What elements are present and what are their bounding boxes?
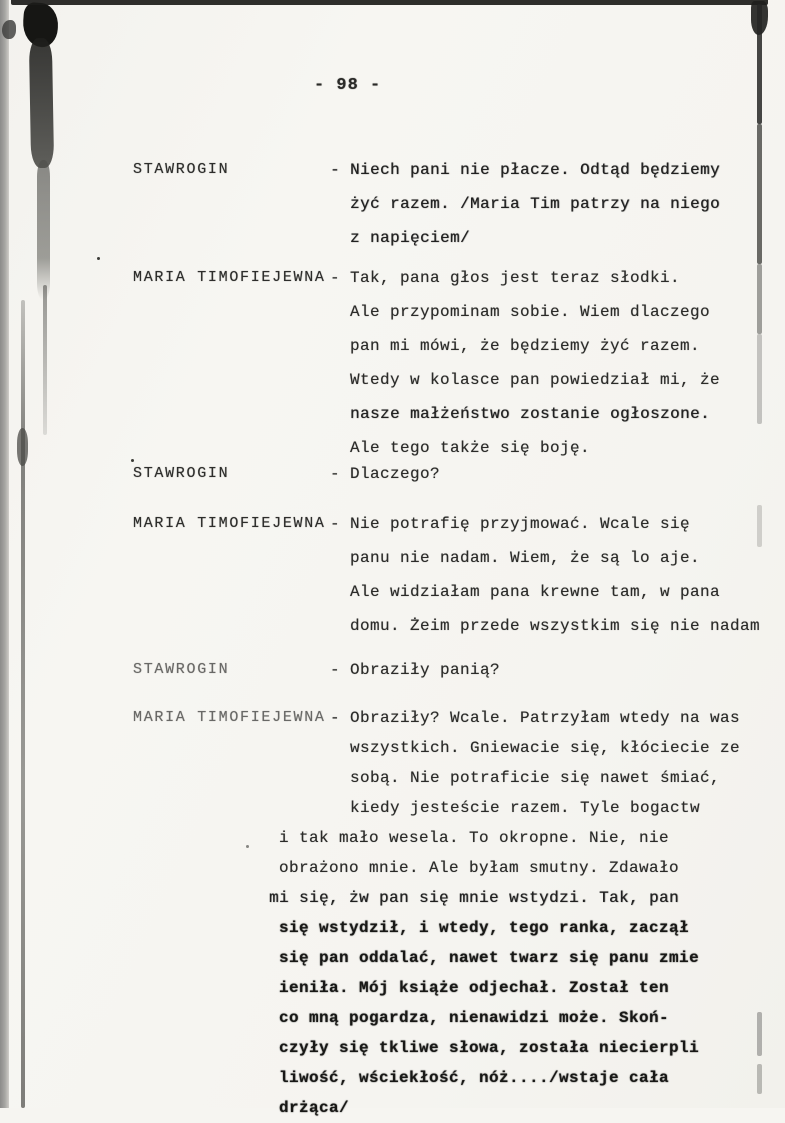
dialogue-line: i tak mało wesela. To okropne. Nie, nie — [279, 829, 670, 847]
dialogue-line: co mną pogardza, nienawidzi może. Skoń- — [279, 1009, 670, 1027]
dialogue-line: obrażono mnie. Ale byłam smutny. Zdawało — [279, 859, 680, 877]
dialogue-line: się wstydził, i wtedy, tego ranka, zaczął — [279, 919, 690, 937]
dialogue-block — [330, 457, 785, 491]
dialogue-line: Ale widziałam pana krewne tam, w pana — [350, 583, 721, 601]
dialogue-line: pan mi mówi, że będziemy żyć razem. — [350, 337, 701, 355]
dialogue-block — [330, 507, 785, 643]
dialogue-line: - Obraziły? Wcale. Patrzyłam wtedy na was — [330, 709, 741, 727]
dialogue-block — [330, 261, 785, 465]
dialogue-line: Wtedy w kolasce pan powiedział mi, że — [350, 371, 721, 389]
dialogue-block — [269, 703, 785, 1123]
dialogue-line: mi się, żw pan się mnie wstydzi. Tak, pan — [269, 889, 680, 907]
dialogue-line: nasze małżeństwo zostanie ogłoszone. — [350, 405, 711, 423]
dialogue-line: - Obraziły panią? — [330, 661, 501, 679]
dialogue-line: ieniła. Mój książe odjechał. Został ten — [279, 979, 670, 997]
speaker-label: STAWROGIN — [133, 161, 230, 178]
page-number: - 98 - — [314, 76, 382, 95]
dialogue-block — [330, 153, 785, 255]
speaker-label: STAWROGIN — [133, 661, 230, 678]
dialogue-line: panu nie nadam. Wiem, że są lo aje. — [350, 549, 701, 567]
dialogue-line: żyć razem. /Maria Tim patrzy na niego — [350, 195, 721, 213]
dialogue-line: - Niech pani nie płacze. Odtąd będziemy — [330, 161, 721, 179]
dialogue-line: wszystkich. Gniewacie się, kłóciecie ze — [350, 739, 741, 757]
dialogue-line: czyły się tkliwe słowa, została niecierpli — [279, 1039, 700, 1057]
dialogue-line: Ale przypominam sobie. Wiem dlaczego — [350, 303, 711, 321]
dialogue-line: - Tak, pana głos jest teraz słodki. — [330, 269, 681, 287]
dialogue-block — [330, 653, 785, 687]
dialogue-line: domu. Żeim przede wszystkim się nie nadam — [350, 617, 761, 635]
dialogue-line: liwość, wściekłość, nóż..../wstaje cała — [279, 1069, 670, 1087]
dialogue-line: kiedy jesteście razem. Tyle bogactw — [350, 799, 701, 817]
dialogue-line: - Dlaczego? — [330, 465, 441, 483]
dialogue-line: Ale tego także się boję. — [350, 439, 591, 457]
dialogue-line: drżąca/ — [279, 1099, 350, 1117]
dialogue-line: się pan oddalać, nawet twarz się panu zmie — [279, 949, 700, 967]
speaker-label: MARIA TIMOFIEJEWNA — [133, 709, 326, 726]
speaker-label: MARIA TIMOFIEJEWNA — [133, 515, 326, 532]
speaker-label: MARIA TIMOFIEJEWNA — [133, 269, 326, 286]
dialogue-line: sobą. Nie potraficie się nawet śmiać, — [350, 769, 721, 787]
dialogue-line: - Nie potrafię przyjmować. Wcale się — [330, 515, 691, 533]
dialogue-line: z napięciem/ — [350, 229, 471, 247]
speaker-label: STAWROGIN — [133, 465, 230, 482]
